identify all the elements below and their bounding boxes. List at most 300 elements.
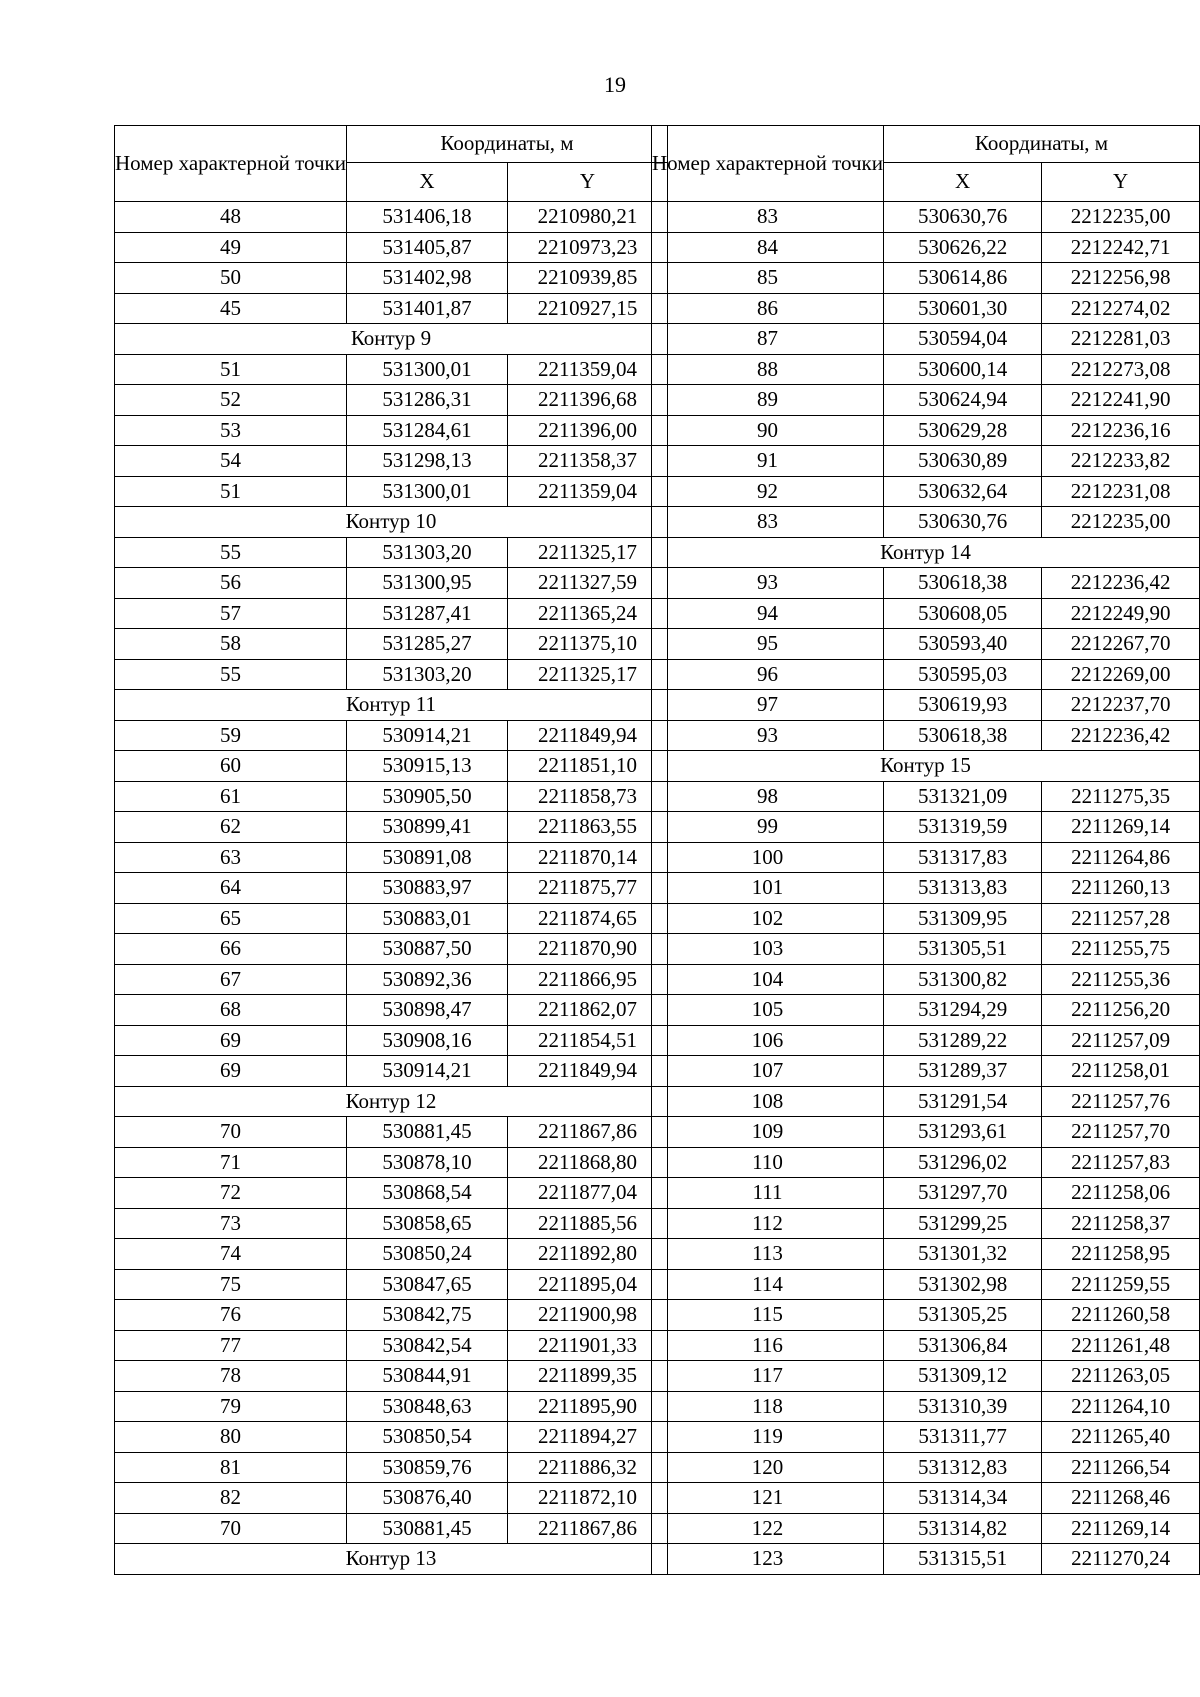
point-number-cell: 78 [115, 1361, 347, 1392]
y-coordinate-cell: 2211851,10 [508, 751, 668, 782]
y-coordinate-cell: 2211895,90 [508, 1391, 668, 1422]
x-coordinate-cell: 531305,51 [884, 934, 1042, 965]
point-number-cell: 54 [115, 446, 347, 477]
y-coordinate-cell: 2211258,37 [1042, 1208, 1200, 1239]
y-coordinate-cell: 2211866,95 [508, 964, 668, 995]
table-row [115, 1483, 668, 1514]
y-coordinate-cell: 2212267,70 [1042, 629, 1200, 660]
y-coordinate-cell: 2211868,80 [508, 1147, 668, 1178]
y-coordinate-cell: 2211849,94 [508, 720, 668, 751]
x-coordinate-cell: 531309,12 [884, 1361, 1042, 1392]
point-number-cell: 123 [652, 1544, 884, 1575]
y-coordinate-cell: 2211858,73 [508, 781, 668, 812]
table-row [652, 1086, 1200, 1117]
table-row [652, 1452, 1200, 1483]
point-number-cell: 114 [652, 1269, 884, 1300]
table-row [652, 781, 1200, 812]
table-row [115, 537, 668, 568]
contour-row [115, 1086, 668, 1117]
contour-row [115, 507, 668, 538]
table-row [652, 903, 1200, 934]
table-row [115, 293, 668, 324]
y-coordinate-cell: 2212269,00 [1042, 659, 1200, 690]
x-coordinate-cell: 530842,75 [347, 1300, 508, 1331]
x-coordinate-cell: 530887,50 [347, 934, 508, 965]
point-number-cell: 99 [652, 812, 884, 843]
x-coordinate-cell: 531314,82 [884, 1513, 1042, 1544]
table-row [652, 598, 1200, 629]
y-coordinate-cell: 2211270,24 [1042, 1544, 1200, 1575]
point-number-cell: 70 [115, 1513, 347, 1544]
y-coordinate-cell: 2211877,04 [508, 1178, 668, 1209]
y-coordinate-cell: 2211375,10 [508, 629, 668, 660]
page-number: 19 [604, 72, 626, 97]
point-number-cell: 51 [115, 354, 347, 385]
x-coordinate-cell: 531401,87 [347, 293, 508, 324]
y-coordinate-cell: 2211268,46 [1042, 1483, 1200, 1514]
y-coordinate-cell: 2211867,86 [508, 1117, 668, 1148]
table-row [115, 1452, 668, 1483]
point-number-cell: 93 [652, 720, 884, 751]
x-coordinate-cell: 530618,38 [884, 568, 1042, 599]
contour-row [115, 1544, 668, 1575]
table-row [115, 202, 668, 233]
y-coordinate-cell: 2211257,76 [1042, 1086, 1200, 1117]
x-coordinate-cell: 531285,27 [347, 629, 508, 660]
header-y: Y [508, 163, 668, 202]
table-row [652, 1330, 1200, 1361]
y-coordinate-cell: 2211264,86 [1042, 842, 1200, 873]
point-number-cell: 109 [652, 1117, 884, 1148]
point-number-cell: 81 [115, 1452, 347, 1483]
table-row [115, 1178, 668, 1209]
table-row [652, 842, 1200, 873]
y-coordinate-cell: 2211875,77 [508, 873, 668, 904]
y-coordinate-cell: 2211885,56 [508, 1208, 668, 1239]
table-row [652, 659, 1200, 690]
point-number-cell: 56 [115, 568, 347, 599]
point-number-cell: 112 [652, 1208, 884, 1239]
table-row [652, 1239, 1200, 1270]
x-coordinate-cell: 530883,97 [347, 873, 508, 904]
y-coordinate-cell: 2210927,15 [508, 293, 668, 324]
table-row [115, 598, 668, 629]
point-number-cell: 67 [115, 964, 347, 995]
x-coordinate-cell: 530858,65 [347, 1208, 508, 1239]
point-number-cell: 72 [115, 1178, 347, 1209]
table-row [115, 1300, 668, 1331]
x-coordinate-cell: 530850,24 [347, 1239, 508, 1270]
coordinates-table-left [114, 125, 668, 1575]
table-row [115, 263, 668, 294]
table-row [652, 507, 1200, 538]
point-number-cell: 66 [115, 934, 347, 965]
point-number-cell: 108 [652, 1086, 884, 1117]
x-coordinate-cell: 530608,05 [884, 598, 1042, 629]
y-coordinate-cell: 2211359,04 [508, 476, 668, 507]
y-coordinate-cell: 2211901,33 [508, 1330, 668, 1361]
point-number-cell: 94 [652, 598, 884, 629]
table-row [652, 812, 1200, 843]
table-row [652, 354, 1200, 385]
y-coordinate-cell: 2212242,71 [1042, 232, 1200, 263]
y-coordinate-cell: 2212235,00 [1042, 507, 1200, 538]
table-body-right [652, 202, 1200, 1575]
table-row [652, 568, 1200, 599]
x-coordinate-cell: 530883,01 [347, 903, 508, 934]
x-coordinate-cell: 530848,63 [347, 1391, 508, 1422]
table-row [115, 995, 668, 1026]
table-row [115, 629, 668, 660]
table-row [115, 812, 668, 843]
x-coordinate-cell: 530630,76 [884, 507, 1042, 538]
table-row [652, 934, 1200, 965]
y-coordinate-cell: 2211886,32 [508, 1452, 668, 1483]
x-coordinate-cell: 531321,09 [884, 781, 1042, 812]
point-number-cell: 105 [652, 995, 884, 1026]
point-number-cell: 110 [652, 1147, 884, 1178]
y-coordinate-cell: 2211870,14 [508, 842, 668, 873]
y-coordinate-cell: 2211265,40 [1042, 1422, 1200, 1453]
y-coordinate-cell: 2211257,09 [1042, 1025, 1200, 1056]
point-number-cell: 104 [652, 964, 884, 995]
point-number-cell: 69 [115, 1025, 347, 1056]
point-number-cell: 71 [115, 1147, 347, 1178]
point-number-cell: 100 [652, 842, 884, 873]
table-row [115, 415, 668, 446]
y-coordinate-cell: 2211396,68 [508, 385, 668, 416]
point-number-cell: 122 [652, 1513, 884, 1544]
y-coordinate-cell: 2211894,27 [508, 1422, 668, 1453]
header-coordinates: Координаты, м [884, 126, 1200, 163]
point-number-cell: 52 [115, 385, 347, 416]
y-coordinate-cell: 2211867,86 [508, 1513, 668, 1544]
x-coordinate-cell: 531319,59 [884, 812, 1042, 843]
table-row [652, 263, 1200, 294]
y-coordinate-cell: 2211365,24 [508, 598, 668, 629]
y-coordinate-cell: 2212231,08 [1042, 476, 1200, 507]
table-row [115, 476, 668, 507]
y-coordinate-cell: 2211258,95 [1042, 1239, 1200, 1270]
point-number-cell: 63 [115, 842, 347, 873]
x-coordinate-cell: 531303,20 [347, 659, 508, 690]
point-number-cell: 115 [652, 1300, 884, 1331]
table-row [115, 568, 668, 599]
contour-label: Контур 14 [652, 537, 1200, 568]
x-coordinate-cell: 530915,13 [347, 751, 508, 782]
point-number-cell: 87 [652, 324, 884, 355]
x-coordinate-cell: 530593,40 [884, 629, 1042, 660]
y-coordinate-cell: 2211255,36 [1042, 964, 1200, 995]
table-row [652, 873, 1200, 904]
y-coordinate-cell: 2211255,75 [1042, 934, 1200, 965]
table-row [652, 1391, 1200, 1422]
point-number-cell: 111 [652, 1178, 884, 1209]
point-number-cell: 57 [115, 598, 347, 629]
x-coordinate-cell: 531296,02 [884, 1147, 1042, 1178]
table-row [115, 781, 668, 812]
contour-label: Контур 11 [115, 690, 668, 721]
y-coordinate-cell: 2212281,03 [1042, 324, 1200, 355]
table-row [652, 1269, 1200, 1300]
point-number-cell: 84 [652, 232, 884, 263]
x-coordinate-cell: 530630,76 [884, 202, 1042, 233]
y-coordinate-cell: 2211269,14 [1042, 1513, 1200, 1544]
contour-row [652, 537, 1200, 568]
x-coordinate-cell: 531299,25 [884, 1208, 1042, 1239]
point-number-cell: 106 [652, 1025, 884, 1056]
point-number-cell: 79 [115, 1391, 347, 1422]
x-coordinate-cell: 530619,93 [884, 690, 1042, 721]
y-coordinate-cell: 2210939,85 [508, 263, 668, 294]
point-number-cell: 92 [652, 476, 884, 507]
point-number-cell: 59 [115, 720, 347, 751]
point-number-cell: 102 [652, 903, 884, 934]
table-row [652, 1147, 1200, 1178]
x-coordinate-cell: 530899,41 [347, 812, 508, 843]
y-coordinate-cell: 2211359,04 [508, 354, 668, 385]
coordinates-table-right [651, 125, 1200, 1575]
point-number-cell: 74 [115, 1239, 347, 1270]
table-row [652, 1117, 1200, 1148]
point-number-cell: 83 [652, 507, 884, 538]
table-body-left [115, 202, 668, 1575]
table-row [652, 324, 1200, 355]
x-coordinate-cell: 530850,54 [347, 1422, 508, 1453]
x-coordinate-cell: 530614,86 [884, 263, 1042, 294]
point-number-cell: 107 [652, 1056, 884, 1087]
x-coordinate-cell: 531294,29 [884, 995, 1042, 1026]
y-coordinate-cell: 2211849,94 [508, 1056, 668, 1087]
table-row [652, 232, 1200, 263]
x-coordinate-cell: 530908,16 [347, 1025, 508, 1056]
x-coordinate-cell: 531293,61 [884, 1117, 1042, 1148]
table-row [652, 964, 1200, 995]
y-coordinate-cell: 2211327,59 [508, 568, 668, 599]
point-number-cell: 113 [652, 1239, 884, 1270]
y-coordinate-cell: 2211256,20 [1042, 995, 1200, 1026]
point-number-cell: 53 [115, 415, 347, 446]
y-coordinate-cell: 2212274,02 [1042, 293, 1200, 324]
x-coordinate-cell: 531287,41 [347, 598, 508, 629]
y-coordinate-cell: 2212233,82 [1042, 446, 1200, 477]
point-number-cell: 116 [652, 1330, 884, 1361]
table-row [652, 415, 1200, 446]
x-coordinate-cell: 530601,30 [884, 293, 1042, 324]
y-coordinate-cell: 2211900,98 [508, 1300, 668, 1331]
y-coordinate-cell: 2211358,37 [508, 446, 668, 477]
x-coordinate-cell: 530891,08 [347, 842, 508, 873]
header-y: Y [1042, 163, 1200, 202]
y-coordinate-cell: 2211261,48 [1042, 1330, 1200, 1361]
point-number-cell: 95 [652, 629, 884, 660]
x-coordinate-cell: 531311,77 [884, 1422, 1042, 1453]
point-number-cell: 73 [115, 1208, 347, 1239]
x-coordinate-cell: 530618,38 [884, 720, 1042, 751]
table-row [115, 446, 668, 477]
x-coordinate-cell: 531314,34 [884, 1483, 1042, 1514]
contour-row [652, 751, 1200, 782]
y-coordinate-cell: 2210973,23 [508, 232, 668, 263]
header-x: X [884, 163, 1042, 202]
x-coordinate-cell: 530600,14 [884, 354, 1042, 385]
x-coordinate-cell: 531301,32 [884, 1239, 1042, 1270]
table-row [115, 659, 668, 690]
y-coordinate-cell: 2211870,90 [508, 934, 668, 965]
point-number-cell: 51 [115, 476, 347, 507]
y-coordinate-cell: 2211275,35 [1042, 781, 1200, 812]
point-number-cell: 55 [115, 659, 347, 690]
x-coordinate-cell: 530630,89 [884, 446, 1042, 477]
table-row [115, 232, 668, 263]
point-number-cell: 82 [115, 1483, 347, 1514]
x-coordinate-cell: 531302,98 [884, 1269, 1042, 1300]
x-coordinate-cell: 531309,95 [884, 903, 1042, 934]
x-coordinate-cell: 530844,91 [347, 1361, 508, 1392]
x-coordinate-cell: 531286,31 [347, 385, 508, 416]
point-number-cell: 85 [652, 263, 884, 294]
point-number-cell: 62 [115, 812, 347, 843]
table-row [652, 446, 1200, 477]
x-coordinate-cell: 531297,70 [884, 1178, 1042, 1209]
y-coordinate-cell: 2212273,08 [1042, 354, 1200, 385]
y-coordinate-cell: 2211872,10 [508, 1483, 668, 1514]
x-coordinate-cell: 530898,47 [347, 995, 508, 1026]
x-coordinate-cell: 530626,22 [884, 232, 1042, 263]
y-coordinate-cell: 2211266,54 [1042, 1452, 1200, 1483]
x-coordinate-cell: 530914,21 [347, 1056, 508, 1087]
table-row [115, 934, 668, 965]
header-x: X [347, 163, 508, 202]
x-coordinate-cell: 530881,45 [347, 1117, 508, 1148]
x-coordinate-cell: 531306,84 [884, 1330, 1042, 1361]
header-coordinates: Координаты, м [347, 126, 668, 163]
point-number-cell: 49 [115, 232, 347, 263]
table-row [115, 751, 668, 782]
y-coordinate-cell: 2211258,06 [1042, 1178, 1200, 1209]
point-number-cell: 77 [115, 1330, 347, 1361]
table-row [115, 354, 668, 385]
table-row [652, 720, 1200, 751]
contour-label: Контур 10 [115, 507, 668, 538]
table-row [652, 1544, 1200, 1575]
table-row [652, 1361, 1200, 1392]
point-number-cell: 50 [115, 263, 347, 294]
point-number-cell: 76 [115, 1300, 347, 1331]
point-number-cell: 97 [652, 690, 884, 721]
table-row [652, 1208, 1200, 1239]
table-row [115, 1117, 668, 1148]
y-coordinate-cell: 2212256,98 [1042, 263, 1200, 294]
point-number-cell: 64 [115, 873, 347, 904]
point-number-cell: 121 [652, 1483, 884, 1514]
table-row [652, 1178, 1200, 1209]
x-coordinate-cell: 530594,04 [884, 324, 1042, 355]
x-coordinate-cell: 530847,65 [347, 1269, 508, 1300]
x-coordinate-cell: 531289,37 [884, 1056, 1042, 1087]
y-coordinate-cell: 2211854,51 [508, 1025, 668, 1056]
y-coordinate-cell: 2211899,35 [508, 1361, 668, 1392]
x-coordinate-cell: 531312,83 [884, 1452, 1042, 1483]
point-number-cell: 98 [652, 781, 884, 812]
x-coordinate-cell: 531300,95 [347, 568, 508, 599]
y-coordinate-cell: 2212241,90 [1042, 385, 1200, 416]
x-coordinate-cell: 531300,01 [347, 476, 508, 507]
table-row [115, 842, 668, 873]
point-number-cell: 91 [652, 446, 884, 477]
point-number-cell: 117 [652, 1361, 884, 1392]
contour-label: Контур 12 [115, 1086, 668, 1117]
x-coordinate-cell: 531405,87 [347, 232, 508, 263]
x-coordinate-cell: 530876,40 [347, 1483, 508, 1514]
x-coordinate-cell: 530629,28 [884, 415, 1042, 446]
point-number-cell: 58 [115, 629, 347, 660]
table-row [115, 720, 668, 751]
point-number-cell: 90 [652, 415, 884, 446]
table-row [652, 690, 1200, 721]
y-coordinate-cell: 2211257,83 [1042, 1147, 1200, 1178]
table-row [115, 1025, 668, 1056]
table-row [115, 873, 668, 904]
x-coordinate-cell: 530842,54 [347, 1330, 508, 1361]
table-row [115, 1513, 668, 1544]
x-coordinate-cell: 531402,98 [347, 263, 508, 294]
table-row [652, 476, 1200, 507]
table-row [652, 1483, 1200, 1514]
contour-label: Контур 13 [115, 1544, 668, 1575]
table-row [115, 1056, 668, 1087]
table-row [115, 1208, 668, 1239]
point-number-cell: 55 [115, 537, 347, 568]
y-coordinate-cell: 2211264,10 [1042, 1391, 1200, 1422]
x-coordinate-cell: 530881,45 [347, 1513, 508, 1544]
y-coordinate-cell: 2212249,90 [1042, 598, 1200, 629]
table-row [652, 1300, 1200, 1331]
x-coordinate-cell: 530859,76 [347, 1452, 508, 1483]
y-coordinate-cell: 2211325,17 [508, 659, 668, 690]
table-row [115, 1422, 668, 1453]
point-number-cell: 83 [652, 202, 884, 233]
x-coordinate-cell: 531300,82 [884, 964, 1042, 995]
table-row [115, 1269, 668, 1300]
table-row [652, 293, 1200, 324]
y-coordinate-cell: 2211258,01 [1042, 1056, 1200, 1087]
table-row [652, 629, 1200, 660]
table-row [652, 202, 1200, 233]
y-coordinate-cell: 2211260,13 [1042, 873, 1200, 904]
x-coordinate-cell: 531284,61 [347, 415, 508, 446]
x-coordinate-cell: 531315,51 [884, 1544, 1042, 1575]
y-coordinate-cell: 2211325,17 [508, 537, 668, 568]
y-coordinate-cell: 2211257,70 [1042, 1117, 1200, 1148]
x-coordinate-cell: 530878,10 [347, 1147, 508, 1178]
x-coordinate-cell: 531305,25 [884, 1300, 1042, 1331]
point-number-cell: 89 [652, 385, 884, 416]
point-number-cell: 75 [115, 1269, 347, 1300]
y-coordinate-cell: 2212237,70 [1042, 690, 1200, 721]
point-number-cell: 93 [652, 568, 884, 599]
table-row [652, 1513, 1200, 1544]
x-coordinate-cell: 531313,83 [884, 873, 1042, 904]
point-number-cell: 101 [652, 873, 884, 904]
table-row [115, 1330, 668, 1361]
x-coordinate-cell: 530632,64 [884, 476, 1042, 507]
contour-row [115, 690, 668, 721]
x-coordinate-cell: 530892,36 [347, 964, 508, 995]
table-row [115, 1391, 668, 1422]
header-point-number: Номер характерной точки [115, 126, 347, 202]
point-number-cell: 45 [115, 293, 347, 324]
